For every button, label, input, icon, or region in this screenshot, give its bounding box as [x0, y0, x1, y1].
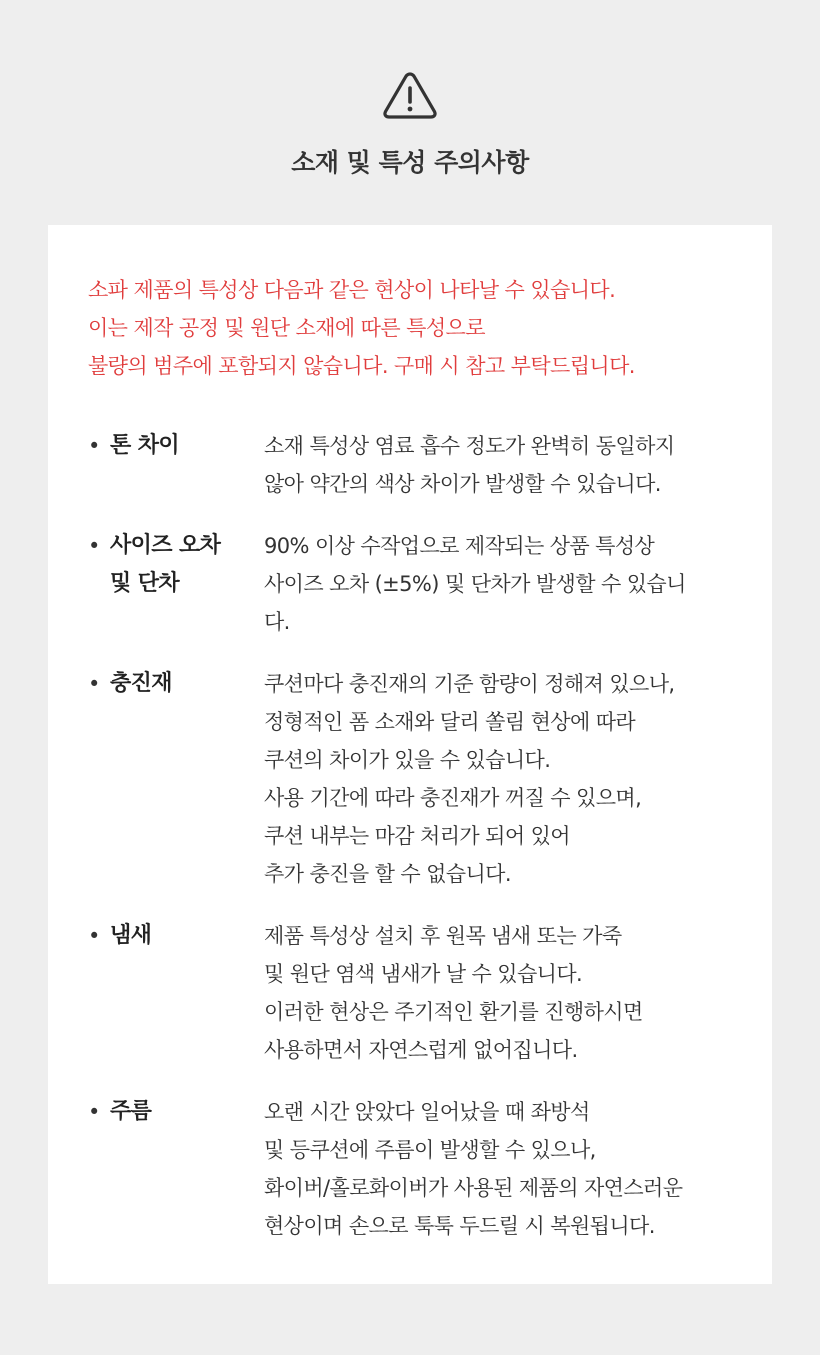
desc-line: 화이버/홀로화이버가 사용된 제품의 자연스러운 [264, 1176, 683, 1200]
bullet: • [88, 434, 101, 458]
page-title: 소재 및 특성 주의사항 [291, 148, 529, 177]
item-description [264, 1093, 746, 1245]
desc-line: 사용 기간에 따라 충진재가 꺼질 수 있으며, [264, 786, 642, 810]
desc-line: 않아 약간의 색상 차이가 발생할 수 있습니다. [264, 472, 661, 496]
desc-line: 오랜 시간 앉았다 일어났을 때 좌방석 [264, 1100, 590, 1124]
term-line: 및 단차 [110, 571, 180, 596]
desc-line: 및 등쿠션에 주름이 발생할 수 있으나, [264, 1138, 596, 1162]
desc-line: 정형적인 폼 소재와 달리 쏠림 현상에 따라 [264, 710, 636, 734]
list-item-filling [86, 665, 746, 893]
intro-line: 소파 제품의 특성상 다음과 같은 현상이 나타날 수 있습니다. [88, 278, 616, 302]
bullet: • [88, 924, 101, 948]
intro-notice [88, 271, 748, 385]
item-description [264, 665, 746, 893]
desc-line: 추가 충진을 할 수 없습니다. [264, 862, 511, 886]
desc-line: 90% 이상 수작업으로 제작되는 상품 특성상 [264, 534, 655, 558]
bullet: • [88, 672, 101, 696]
term-line: 주름 [110, 1099, 152, 1124]
desc-line: 다. [264, 610, 290, 634]
item-description [264, 427, 746, 503]
bullet: • [88, 534, 101, 558]
item-term [110, 427, 264, 503]
notice-card [48, 225, 772, 1284]
desc-line: 쿠션마다 충진재의 기준 함량이 정해져 있으나, [264, 672, 675, 696]
term-line: 사이즈 오차 [110, 533, 221, 558]
list-item-size [86, 527, 746, 641]
item-description [264, 527, 746, 641]
list-item-tone [86, 427, 746, 503]
intro-line: 이는 제작 공정 및 원단 소재에 따른 특성으로 [88, 316, 485, 340]
warning-triangle-icon [382, 70, 438, 120]
item-term [110, 917, 264, 1069]
term-line: 냄새 [110, 923, 152, 948]
term-line: 충진재 [110, 671, 172, 696]
desc-line: 제품 특성상 설치 후 원목 냄새 또는 가죽 [264, 924, 622, 948]
desc-line: 사이즈 오차 (±5%) 및 단차가 발생할 수 있습니 [264, 572, 686, 596]
desc-line: 쿠션 내부는 마감 처리가 되어 있어 [264, 824, 570, 848]
bullet: • [88, 1100, 101, 1124]
list-item-smell [86, 917, 746, 1069]
desc-line: 현상이며 손으로 툭툭 두드릴 시 복원됩니다. [264, 1214, 655, 1238]
notice-list [86, 427, 746, 1269]
term-line: 톤 차이 [110, 433, 180, 458]
item-term [110, 1093, 264, 1245]
intro-line: 불량의 범주에 포함되지 않습니다. 구매 시 참고 부탁드립니다. [88, 354, 635, 378]
desc-line: 사용하면서 자연스럽게 없어집니다. [264, 1038, 578, 1062]
item-description [264, 917, 746, 1069]
desc-line: 이러한 현상은 주기적인 환기를 진행하시면 [264, 1000, 643, 1024]
desc-line: 쿠션의 차이가 있을 수 있습니다. [264, 748, 551, 772]
item-term [110, 527, 264, 641]
item-term [110, 665, 264, 893]
list-item-wrinkle [86, 1093, 746, 1245]
desc-line: 소재 특성상 염료 흡수 정도가 완벽히 동일하지 [264, 434, 675, 458]
desc-line: 및 원단 염색 냄새가 날 수 있습니다. [264, 962, 583, 986]
